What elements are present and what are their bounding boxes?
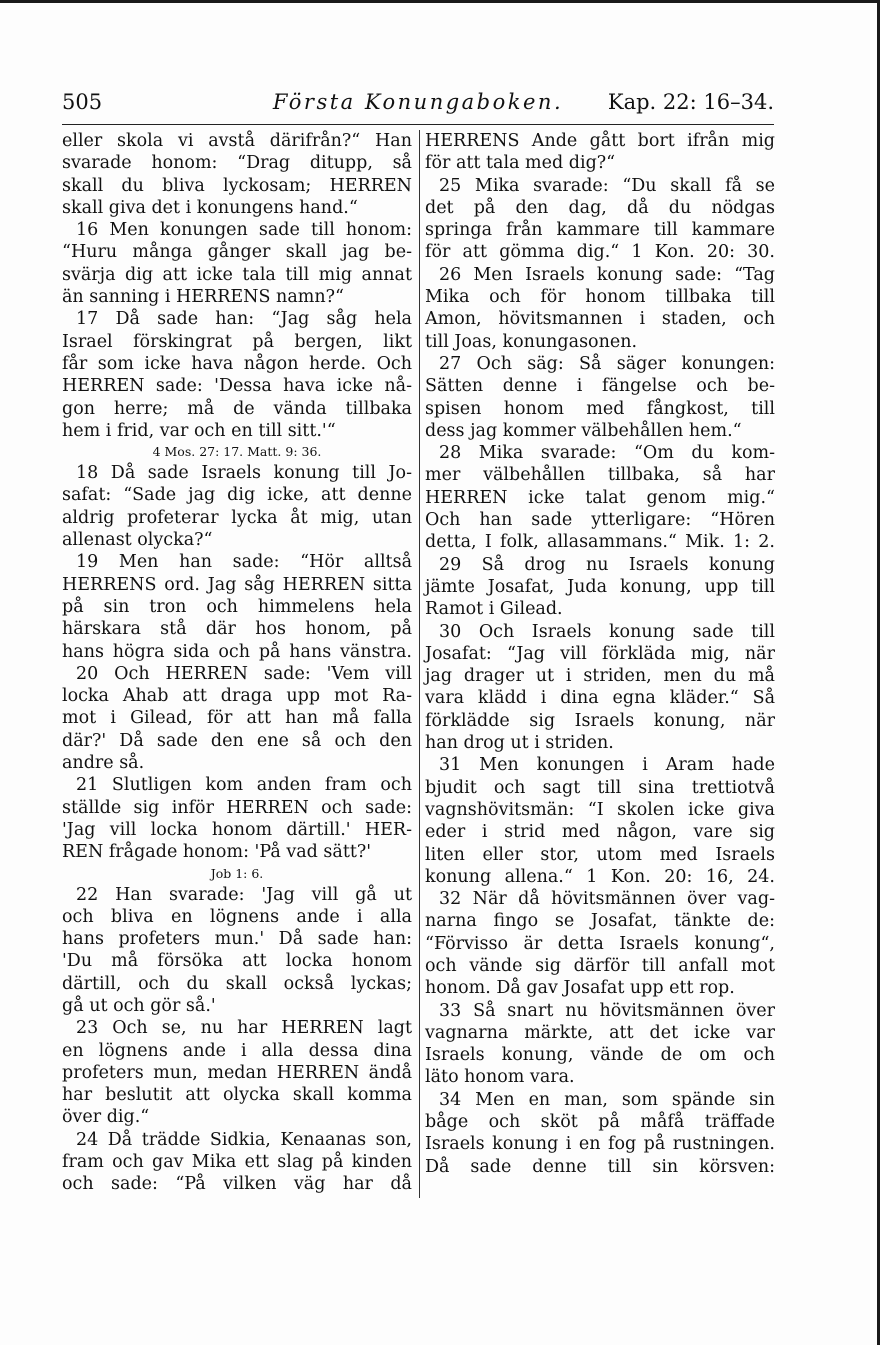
text-line: honom. Då gav Josafat upp ett rop. <box>425 978 735 999</box>
right-column <box>425 130 775 1178</box>
text-line: dess jag kommer välbehållen hem.“ <box>425 420 742 441</box>
text-line: 4 Mos. 27: 17. Matt. 9: 36. <box>152 444 322 460</box>
text-line: och vände sig därför till anfall mot <box>425 955 775 976</box>
text-line: 20 Och HERREN sade: 'Vem vill <box>76 663 412 684</box>
text-line: hans högra sida och på hans vänstra. <box>62 641 412 662</box>
text-line: detta, I folk, allasammans.“ Mik. 1: 2. <box>425 532 775 553</box>
text-line: Israels konung i en fog på rustningen. <box>425 1134 775 1155</box>
header-rule <box>62 124 774 125</box>
text-line: Israel förskingrat på bergen, likt <box>62 331 412 352</box>
text-line: Josafat: “Jag vill förkläda mig, när <box>425 643 775 664</box>
text-line: Då sade denne till sin körsven: <box>425 1156 775 1177</box>
text-line: där?' Då sade den ene så och den <box>62 730 412 751</box>
text-line: HERRENS Ande gått bort ifrån mig <box>425 131 775 151</box>
text-line: 'Jag vill locka honom därtill.' HER- <box>62 819 412 840</box>
text-line: jag drager ut i striden, men du må <box>425 666 775 687</box>
text-line: “Förvisso är detta Israels konung“, <box>425 933 775 954</box>
text-line: liten eller stor, utom med Israels <box>425 844 775 865</box>
text-line: konung allena.“ 1 Kon. 20: 16, 24. <box>425 866 775 887</box>
text-line: skall du bliva lyckosam; HERREN <box>62 175 412 196</box>
text-line: eller skola vi avstå därifrån?“ Han <box>62 131 412 151</box>
text-line: 24 Då trädde Sidkia, Kenaanas son, <box>76 1129 412 1150</box>
text-line: spisen honom med fångkost, till <box>425 398 775 419</box>
text-line: profeters mun, medan HERREN ändå <box>62 1062 412 1083</box>
column-divider <box>419 130 420 1198</box>
text-line: vagnshövitsmän: “I skolen icke giva <box>425 799 775 820</box>
text-line: narna fingo se Josafat, tänkte de: <box>425 911 775 932</box>
text-line: och sade: “På vilken väg har då <box>62 1174 412 1195</box>
text-line: Ramot i Gilead. <box>425 599 563 620</box>
text-line: och bliva en lögnens ande i alla <box>62 906 412 927</box>
text-line: safat: “Sade jag dig icke, att denne <box>62 485 412 506</box>
text-line: 19 Men han sade: “Hör alltså <box>76 552 412 573</box>
text-line: allenast olycka?“ <box>62 530 213 551</box>
text-line: härskara stå där hos honom, på <box>62 619 412 640</box>
text-line: mot i Gilead, för att han må falla <box>62 708 412 729</box>
text-line: han drog ut i striden. <box>425 733 614 754</box>
text-line: eder i strid med någon, vare sig <box>425 822 775 843</box>
scan-edge-top <box>0 0 880 3</box>
text-line: har beslutit att olycka skall komma <box>62 1085 412 1106</box>
chapter-reference: Kap. 22: 16–34. <box>607 90 774 114</box>
text-line: skall giva det i konungens hand.“ <box>62 197 358 218</box>
text-line: 26 Men Israels konung sade: “Tag <box>439 264 775 285</box>
left-column <box>62 130 412 1196</box>
text-line: än sanning i HERRENS namn?“ <box>62 287 344 308</box>
text-line: 21 Slutligen kom anden fram och <box>76 775 412 796</box>
text-line: locka Ahab att draga upp mot Ra- <box>62 686 412 707</box>
text-line: det på den dag, då du nödgas <box>425 197 775 218</box>
text-line: 17 Då sade han: “Jag såg hela <box>76 309 412 330</box>
text-line: HERRENS ord. Jag såg HERREN sitta <box>62 574 412 595</box>
text-line: 16 Men konungen sade till honom: <box>76 220 412 241</box>
text-line: springa från kammare till kammare <box>425 220 775 241</box>
text-line: därtill, och du skall också lyckas; <box>62 973 412 994</box>
text-line: Och han sade ytterligare: “Hören <box>425 510 775 531</box>
text-line: REN frågade honom: 'På vad sätt?' <box>62 842 372 863</box>
book-title: Första Konungaboken. <box>272 90 564 114</box>
text-line: Mika och för honom tillbaka till <box>425 287 775 308</box>
text-line: båge och sköt på måfå träffade <box>425 1112 775 1133</box>
text-line: svärja dig att icke tala till mig annat <box>62 264 412 285</box>
text-line: hem i frid, var och en till sitt.'“ <box>62 420 336 441</box>
text-line: förklädde sig Israels konung, när <box>425 710 775 731</box>
text-line: gå ut och gör så.' <box>62 995 216 1016</box>
text-line: mer välbehållen tillbaka, så har <box>425 465 775 486</box>
text-line: på sin tron och himmelens hela <box>62 596 412 617</box>
text-line: bjudit och sagt till sina trettiotvå <box>425 777 775 798</box>
text-line: jämte Josafat, Juda konung, upp till <box>425 576 775 597</box>
text-line: Israels konung, vände de om och <box>425 1045 775 1066</box>
text-line: ställde sig inför HERREN och sade: <box>62 797 412 818</box>
text-line: 34 Men en man, som spände sin <box>439 1089 775 1110</box>
text-line: 25 Mika svarade: “Du skall få se <box>439 175 775 196</box>
running-header <box>62 90 774 120</box>
text-line: får som icke hava någon herde. Och <box>62 353 412 374</box>
text-line: Job 1: 6. <box>210 865 264 881</box>
text-line: vara klädd i dina egna kläder.“ Så <box>425 688 775 709</box>
text-line: Sätten denne i fängelse och be- <box>425 376 775 397</box>
text-line: 29 Så drog nu Israels konung <box>439 554 775 575</box>
text-line: Amon, hövitsmannen i staden, och <box>425 309 775 330</box>
text-line: vagnarna märkte, att det icke var <box>425 1022 775 1043</box>
text-line: 28 Mika svarade: “Om du kom- <box>439 443 775 464</box>
text-line: 31 Men konungen i Aram hade <box>439 755 775 776</box>
text-line: 'Du må försöka att locka honom <box>62 951 412 972</box>
text-line: läto honom vara. <box>425 1067 575 1088</box>
text-line: för att gömma dig.“ 1 Kon. 20: 30. <box>425 242 775 263</box>
text-line: över dig.“ <box>62 1107 150 1128</box>
text-line: 27 Och säg: Så säger konungen: <box>439 353 775 374</box>
text-line: 30 Och Israels konung sade till <box>439 621 775 642</box>
text-line: HERREN icke talat genom mig.“ <box>425 487 775 508</box>
text-line: aldrig profeterar lycka åt mig, utan <box>62 507 412 528</box>
text-line: 32 När då hövitsmännen över vag- <box>439 889 775 910</box>
text-line: “Huru många gånger skall jag be- <box>62 242 412 263</box>
text-line: 23 Och se, nu har HERREN lagt <box>76 1018 412 1039</box>
text-line: hans profeters mun.' Då sade han: <box>62 929 412 950</box>
page-number: 505 <box>62 90 103 114</box>
text-line: HERREN sade: 'Dessa hava icke nå- <box>62 376 412 397</box>
text-line: svarade honom: “Drag ditupp, så <box>62 153 412 174</box>
text-line: 33 Så snart nu hövitsmännen över <box>439 1000 775 1021</box>
text-line: en lögnens ande i alla dessa dina <box>62 1040 412 1061</box>
text-line: fram och gav Mika ett slag på kinden <box>62 1152 412 1173</box>
text-line: till Joas, konungasonen. <box>425 331 638 352</box>
text-line: gon herre; må de vända tillbaka <box>62 398 412 419</box>
text-line: 18 Då sade Israels konung till Jo- <box>76 463 412 484</box>
text-line: andre så. <box>62 753 145 774</box>
text-line: 22 Han svarade: 'Jag vill gå ut <box>76 884 412 905</box>
text-line: för att tala med dig?“ <box>425 153 616 174</box>
